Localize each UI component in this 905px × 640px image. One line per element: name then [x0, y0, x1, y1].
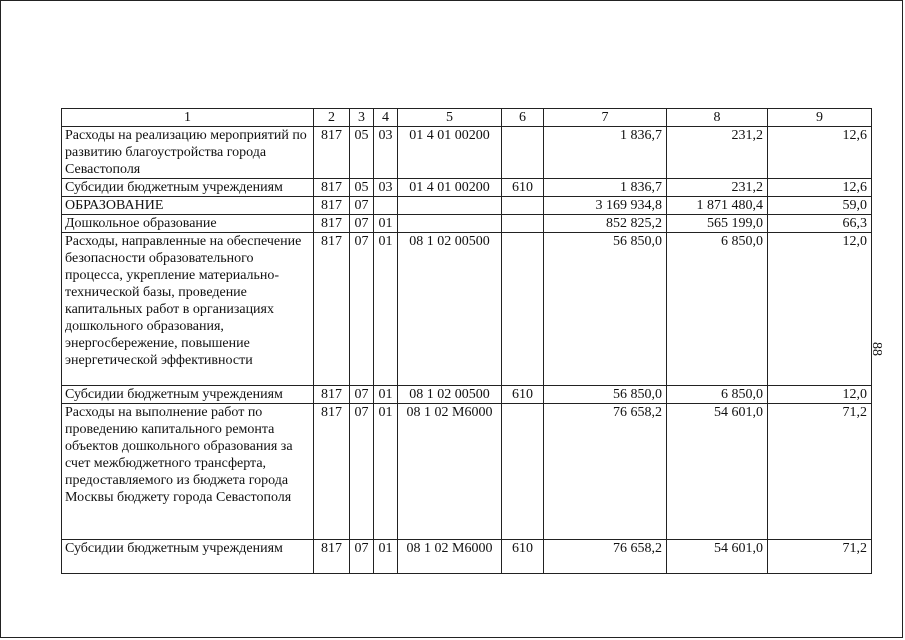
- table-cell: 817: [314, 233, 350, 386]
- table-cell: 817: [314, 386, 350, 404]
- table-cell: 12,0: [768, 233, 872, 386]
- table-cell: 817: [314, 127, 350, 179]
- table-row: [62, 404, 872, 540]
- table-row: [62, 197, 872, 215]
- table-row: [62, 127, 872, 179]
- table-cell: 01: [374, 233, 398, 386]
- table-header-row: [62, 109, 872, 127]
- table-cell: 01: [374, 540, 398, 574]
- table-cell: 54 601,0: [667, 404, 768, 540]
- column-header: 7: [544, 109, 667, 127]
- table-cell: 07: [350, 386, 374, 404]
- table-cell: [502, 233, 544, 386]
- table-cell: 12,0: [768, 386, 872, 404]
- table-cell: [398, 215, 502, 233]
- table-cell: 817: [314, 215, 350, 233]
- table-cell: 07: [350, 404, 374, 540]
- table-cell: 852 825,2: [544, 215, 667, 233]
- table-cell: 71,2: [768, 540, 872, 574]
- column-header: 9: [768, 109, 872, 127]
- row-label-cell: Расходы, направленные на обеспечение безопасности образовательного процесса, укрепление материально-технической базы, проведение капитальных работ в организациях дошкольного образования, энергосбережение, повышение энергетической эффективности: [62, 233, 314, 386]
- table-cell: 01 4 01 00200: [398, 179, 502, 197]
- table-cell: 56 850,0: [544, 386, 667, 404]
- table-row: [62, 540, 872, 574]
- table-cell: 05: [350, 127, 374, 179]
- table-cell: 07: [350, 540, 374, 574]
- table-cell: 08 1 02 М6000: [398, 404, 502, 540]
- table-cell: 12,6: [768, 127, 872, 179]
- row-label-cell: Расходы на выполнение работ по проведению капитального ремонта объектов дошкольного образования за счет межбюджетного трансферта, предоставляемого из бюджета города Москвы бюджету города Севастополя: [62, 404, 314, 540]
- table-cell: 07: [350, 215, 374, 233]
- table-cell: 231,2: [667, 179, 768, 197]
- table-cell: 08 1 02 00500: [398, 386, 502, 404]
- table-cell: [374, 197, 398, 215]
- table-cell: 56 850,0: [544, 233, 667, 386]
- column-header: 1: [62, 109, 314, 127]
- page-number: 88: [869, 342, 884, 356]
- column-header: 8: [667, 109, 768, 127]
- table-cell: 05: [350, 179, 374, 197]
- row-label-cell: Субсидии бюджетным учреждениям: [62, 179, 314, 197]
- table-cell: 610: [502, 540, 544, 574]
- table-cell: [502, 404, 544, 540]
- table-cell: 01: [374, 215, 398, 233]
- table-row: [62, 386, 872, 404]
- table-cell: 610: [502, 386, 544, 404]
- table-cell: 03: [374, 127, 398, 179]
- table-row: [62, 215, 872, 233]
- column-header: 4: [374, 109, 398, 127]
- table-cell: 54 601,0: [667, 540, 768, 574]
- table-cell: 76 658,2: [544, 540, 667, 574]
- row-label-cell: Дошкольное образование: [62, 215, 314, 233]
- table-cell: 231,2: [667, 127, 768, 179]
- table-cell: 817: [314, 540, 350, 574]
- table-cell: 08 1 02 00500: [398, 233, 502, 386]
- table-cell: [502, 215, 544, 233]
- table-row: [62, 233, 872, 386]
- column-header: 6: [502, 109, 544, 127]
- row-label-cell: Субсидии бюджетным учреждениям: [62, 540, 314, 574]
- row-label-cell: Субсидии бюджетным учреждениям: [62, 386, 314, 404]
- table-cell: 817: [314, 197, 350, 215]
- table-cell: 817: [314, 179, 350, 197]
- table-cell: 07: [350, 233, 374, 386]
- table-row: [62, 179, 872, 197]
- row-label-cell: Расходы на реализацию мероприятий по развитию благоустройства города Севастополя: [62, 127, 314, 179]
- table-cell: 6 850,0: [667, 233, 768, 386]
- table-cell: 71,2: [768, 404, 872, 540]
- table-cell: 1 871 480,4: [667, 197, 768, 215]
- column-header: 3: [350, 109, 374, 127]
- table-cell: 01: [374, 386, 398, 404]
- table-cell: 610: [502, 179, 544, 197]
- table-cell: 66,3: [768, 215, 872, 233]
- table-cell: 1 836,7: [544, 179, 667, 197]
- table-cell: 817: [314, 404, 350, 540]
- budget-table: [61, 108, 872, 574]
- table-cell: 59,0: [768, 197, 872, 215]
- table-cell: [502, 127, 544, 179]
- table-cell: [398, 197, 502, 215]
- table-cell: 6 850,0: [667, 386, 768, 404]
- table-cell: 12,6: [768, 179, 872, 197]
- table-cell: 07: [350, 197, 374, 215]
- table-cell: 565 199,0: [667, 215, 768, 233]
- table-cell: 03: [374, 179, 398, 197]
- column-header: 2: [314, 109, 350, 127]
- row-label-cell: ОБРАЗОВАНИЕ: [62, 197, 314, 215]
- column-header: 5: [398, 109, 502, 127]
- table-cell: 76 658,2: [544, 404, 667, 540]
- table-cell: 01: [374, 404, 398, 540]
- table-cell: [502, 197, 544, 215]
- table-cell: 3 169 934,8: [544, 197, 667, 215]
- table-cell: 01 4 01 00200: [398, 127, 502, 179]
- table-cell: 08 1 02 М6000: [398, 540, 502, 574]
- table-cell: 1 836,7: [544, 127, 667, 179]
